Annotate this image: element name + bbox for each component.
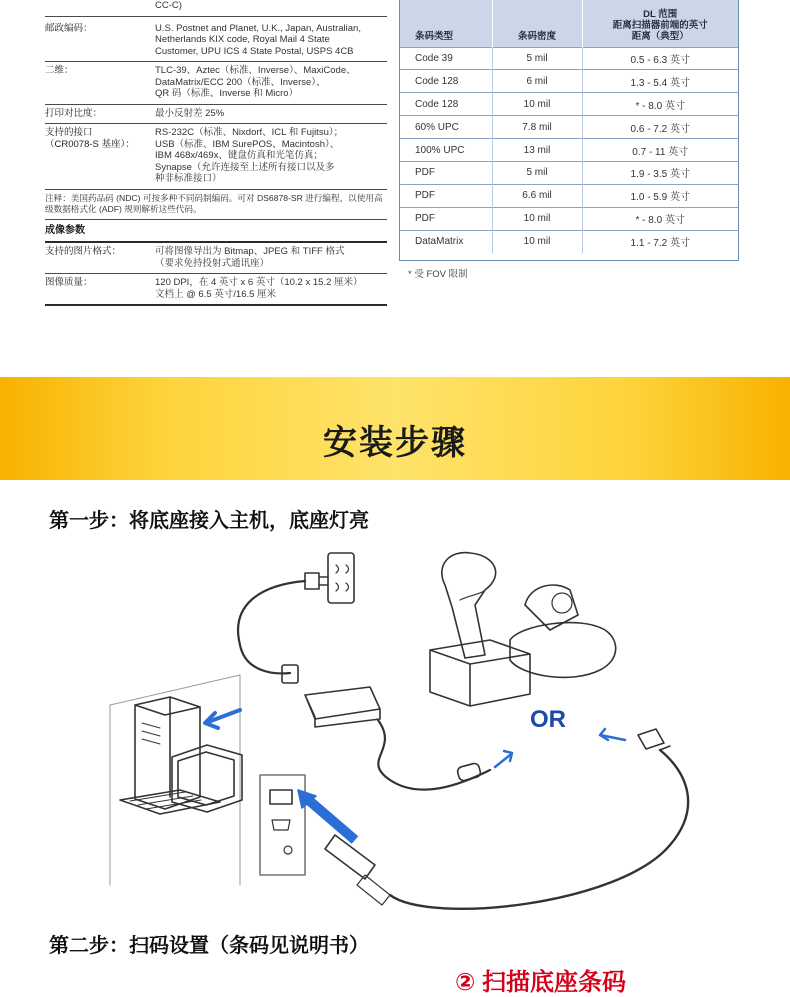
table-row: PDF 5 mil 1.9 - 3.5 英寸 [400,161,738,184]
wall-outlet-icon [328,553,354,603]
cable-connector-icon [638,729,670,750]
spec-key: 图像质量： [45,277,93,288]
spec-value: RS-232C（标准、Nixdorf、ICL 和 Fujitsu）； USB（标准、IBM SurePOS、Macintosh）、 IBM 468x/469x、键盘仿真和光笔仿真； Synapse（允许连接至上述所有接口以及多 种非标准接口） [155,127,344,184]
step-two-heading: 第二步：扫码设置（条码见说明书） [49,935,369,957]
spec-key: 打印对比度： [45,107,103,119]
spec-row-image-quality [45,274,387,306]
spec-key: 二维： [45,65,74,76]
spec-row-contrast [45,105,387,125]
spec-value: TLC-39、Aztec（标准、Inverse）、MaxiCode、 DataMatrix/ECC 200（标准、Inverse）、 QR 码（标准、Inverse 和 Micro） [155,65,356,99]
dl-header-density: 条码密度 [492,0,582,47]
spec-section-title: 成像参数 [45,220,387,244]
banner-title: 安装步骤 [323,424,467,462]
spec-value: 最小反射差 25% [155,107,225,119]
section-banner [0,377,790,480]
table-row: Code 39 5 mil 0.5 - 6.3 英寸 [400,47,738,70]
spec-row-top [45,0,387,17]
table-row: 60% UPC 7.8 mil 0.6 - 7.2 英寸 [400,116,738,139]
table-row: Code 128 6 mil 1.3 - 5.4 英寸 [400,70,738,93]
installation-illustration [100,545,720,920]
power-adapter-icon [305,687,380,727]
dl-header-range: DL 范围 距离扫描器前端的英寸 距离（典型） [582,0,738,47]
presentation-cradle-icon [510,623,616,678]
spec-key: 支持的图片格式： [45,246,122,257]
dl-footnote: * 受 FOV 限制 [408,269,468,280]
dl-header-type: 条码类型 [400,0,492,47]
spec-value: 可将图像导出为 Bitmap、JPEG 和 TIFF 格式 （要求免持投射式通讯座） [155,246,345,269]
step-three-heading: ② 扫描底座条码 [455,969,626,996]
table-row: Code 128 10 mil * - 8.0 英寸 [400,93,738,116]
dl-range-table [399,0,739,261]
spec-top-fragment: CC-C) [155,0,182,11]
monitor-icon [172,745,242,812]
table-row: PDF 6.6 mil 1.0 - 5.9 英寸 [400,184,738,207]
spec-table [45,0,387,306]
scanner-icon [442,553,496,658]
table-row: DataMatrix 10 mil 1.1 - 7.2 英寸 [400,230,738,253]
cradle-icon [430,640,530,706]
or-label: OR [530,706,566,733]
spec-key: 支持的接口 （CR0078-S 基座）： [45,127,135,150]
usb-port-icon [270,790,292,804]
spec-row-interfaces [45,124,387,190]
spec-note: 注释：美国药品码 (NDC) 可按多种不同码制编码。可对 DS6878-SR 进行编程，以使用高级数据格式化 (ADF) 规则解析这些代码。 [45,190,387,220]
power-plug-icon [305,573,328,589]
spec-value: U.S. Postnet and Planet, U.K., Japan, Australian, Netherlands KIX code, Royal Mail 4 State Customer, UPU ICS 4 State Postal, USPS 4CB [155,22,361,57]
step-one-heading: 第一步：将底座接入主机，底座灯亮 [49,510,369,532]
spec-value: 120 DPI，在 4 英寸 x 6 英寸（10.2 x 15.2 厘米） 文档上 @ 6.5 英寸/16.5 厘米 [155,277,363,300]
table-row: 100% UPC 13 mil 0.7 - 11 英寸 [400,139,738,162]
spec-row-2d [45,62,387,105]
spec-key: 邮政编码： [45,22,93,34]
table-row: PDF 10 mil * - 8.0 英寸 [400,207,738,230]
spec-row-postal [45,20,387,63]
spec-row-image-format [45,243,387,274]
